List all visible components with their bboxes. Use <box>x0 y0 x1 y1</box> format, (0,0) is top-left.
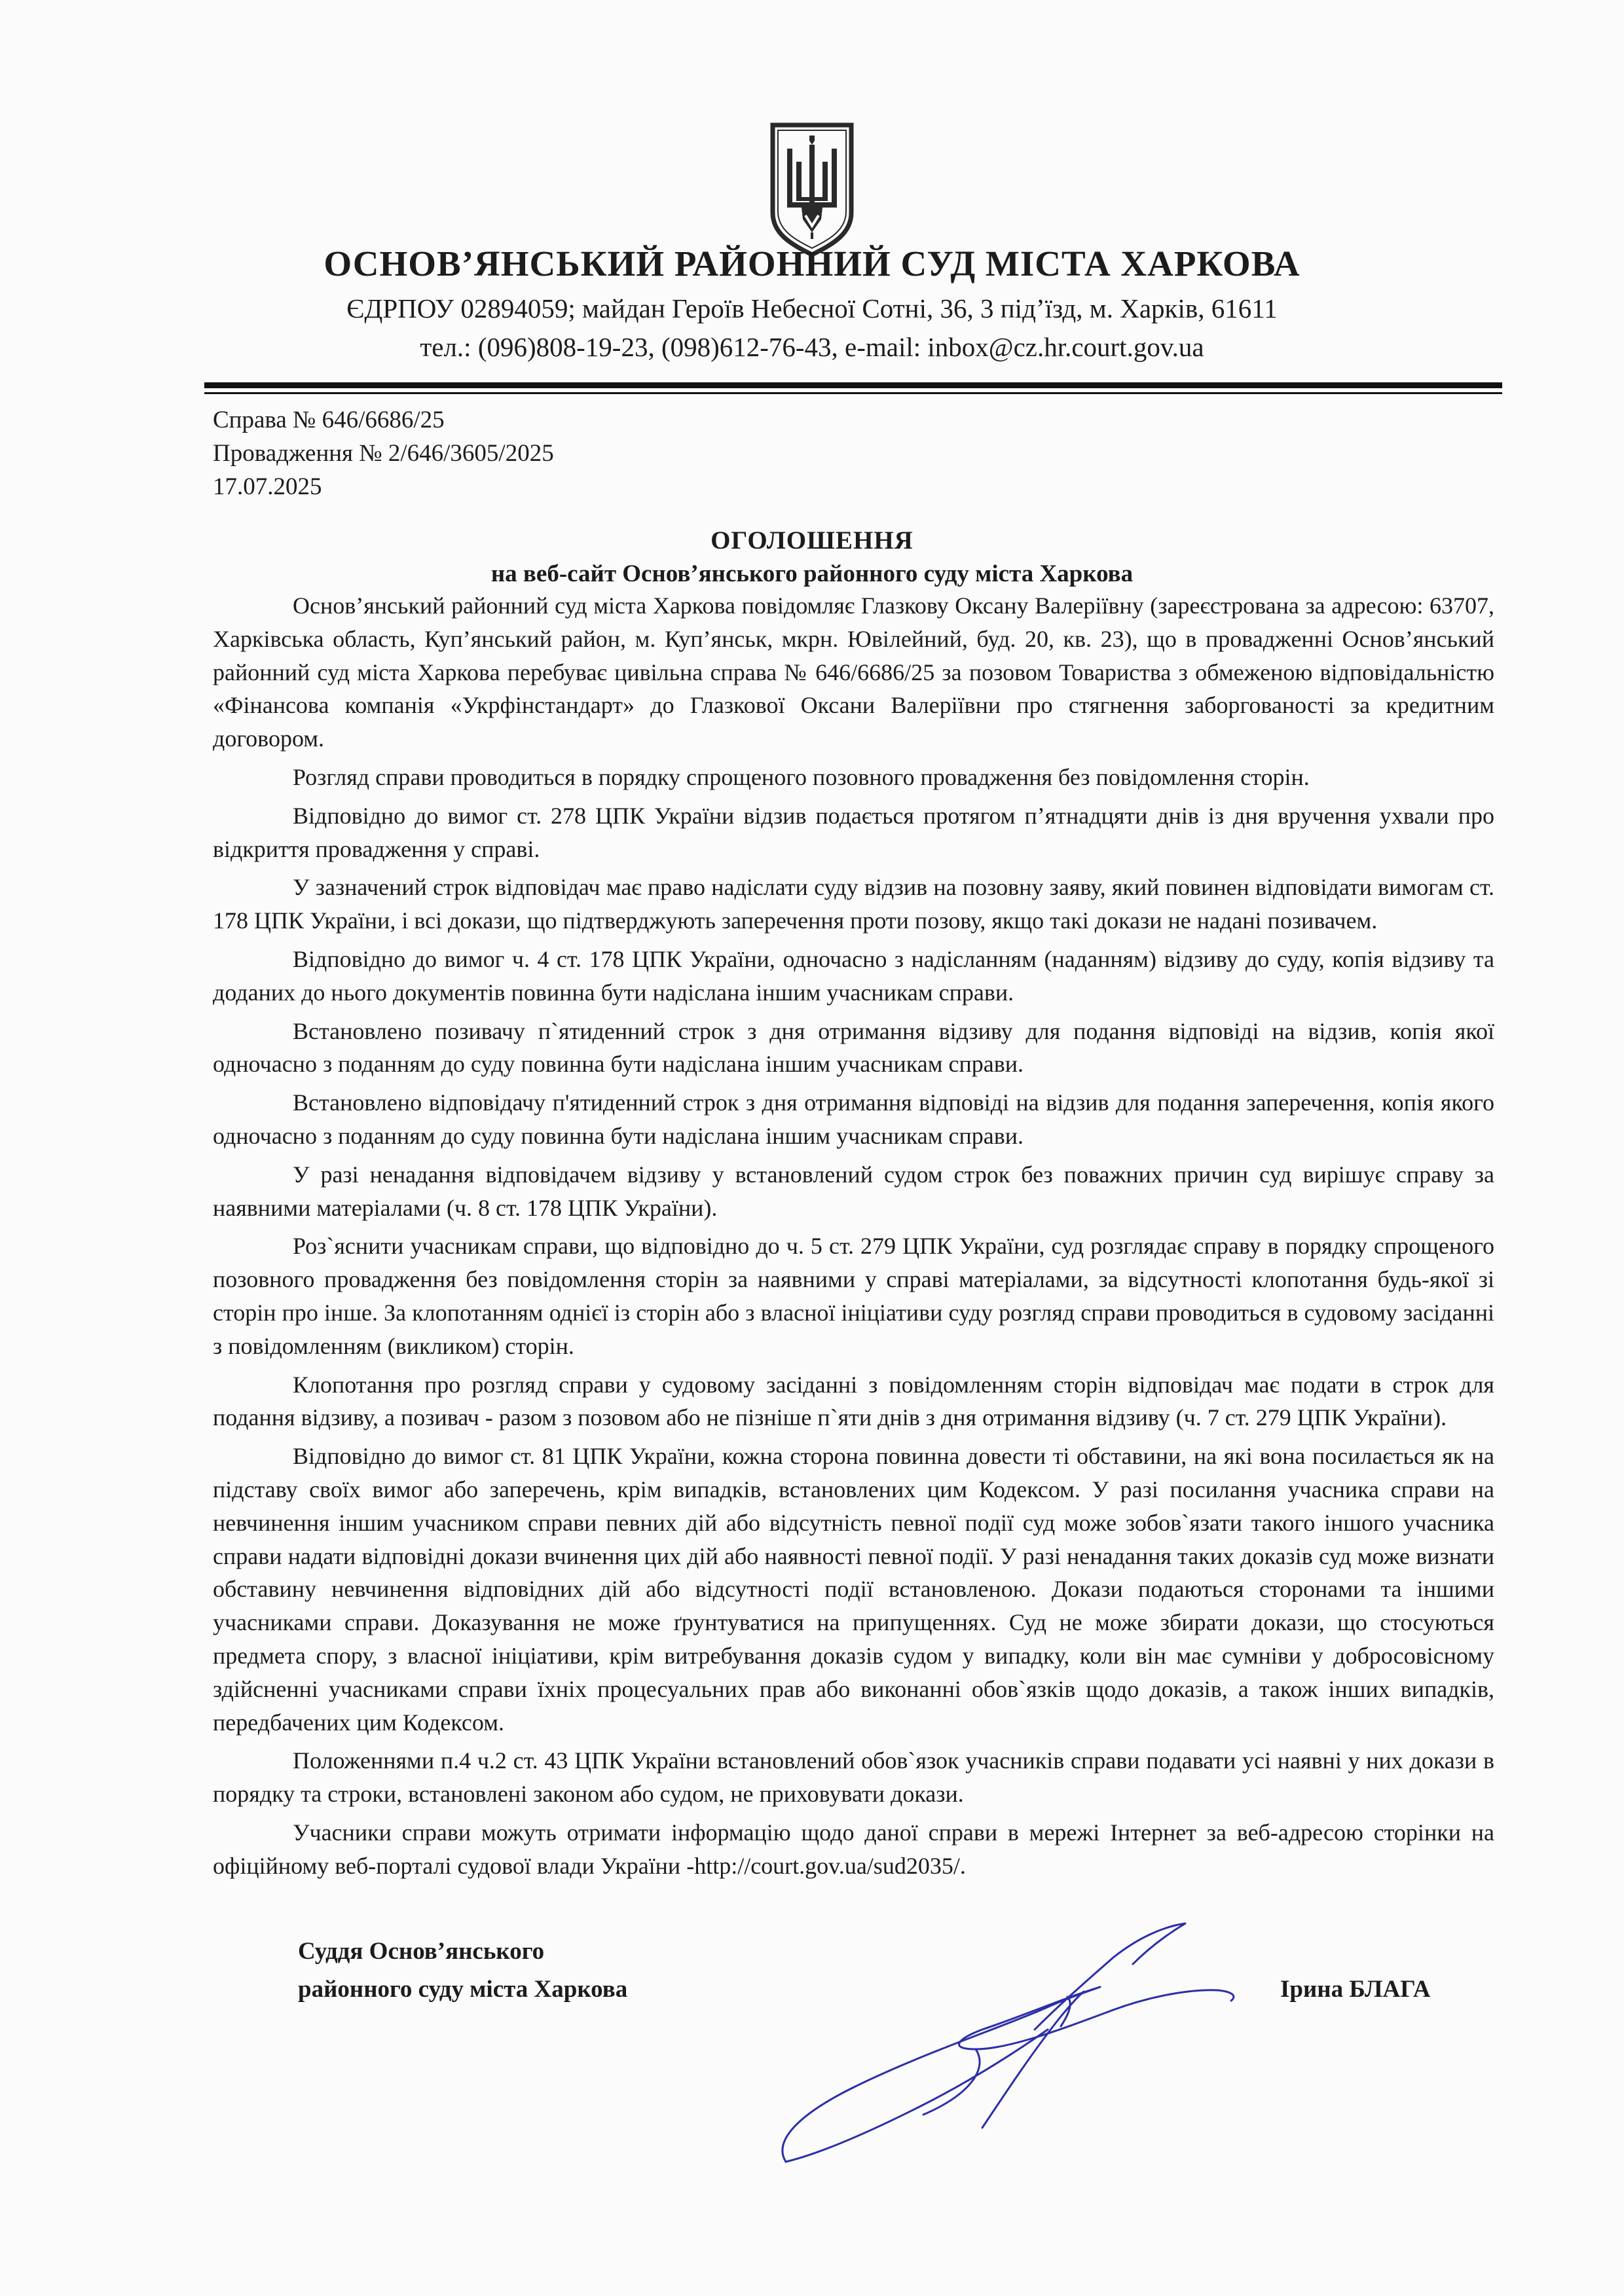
header-divider-thin <box>204 392 1502 394</box>
header-divider-thick <box>204 382 1502 388</box>
paragraph: Основ’янський районний суд міста Харкова повідомляє Глазкову Оксану Валеріївну (зареєстрована за адресою: 63707, Харківська область, Куп’янський район, м. Куп’янськ, мкрн. Ювілейний, буд. 20, кв. 23), що в провадженні Основ’янський районний суд міста Харкова перебуває цивільна справа № 646/6686/25 за позовом Товариства з обмеженою відповідальністю «Фінансова компанія «Укрфінстандарт» до Глазкової Оксани Валеріївни про стягнення заборгованості за кредитним договором. <box>213 592 1494 752</box>
paragraph: У разі ненадання відповідачем відзиву у встановлений судом строк без поважних причин суд вирішує справу за наявними матеріалами (ч. 8 ст. 178 ЦПК України). <box>213 1161 1494 1221</box>
judge-position-line1: Суддя Основ’янського <box>298 1938 545 1965</box>
announcement-body <box>213 589 1494 1887</box>
case-info <box>213 403 554 503</box>
paragraph: Відповідно до вимог ст. 278 ЦПК України відзив подається протягом п’ятнадцяти днів із дня вручення ухвали про відкриття провадження у справі. <box>213 802 1494 862</box>
court-name: ОСНОВ’ЯНСЬКИЙ РАЙОННИЙ СУД МІСТА ХАРКОВА <box>323 244 1301 283</box>
paragraph: Учасники справи можуть отримати інформацію щодо даної справи в мережі Інтернет за веб-адресою сторінки на офіційному веб-порталі судової влади України -http://court.gov.ua/sud2035/. <box>213 1819 1494 1879</box>
court-contacts: тел.: (096)808-19-23, (098)612-76-43, e-mail: inbox@cz.hr.court.gov.ua <box>420 332 1204 362</box>
paragraph: Клопотання про розгляд справи у судовому засіданні з повідомленням сторін відповідач має подати в строк для подання відзиву, а позивач - разом з позовом або не пізніше п`яти днів з дня отримання відзиву (ч. 7 ст. 279 ЦПК України). <box>213 1371 1494 1431</box>
handwritten-signature-icon <box>760 1918 1257 2174</box>
paragraph: Роз`яснити учасникам справи, що відповідно до ч. 5 ст. 279 ЦПК України, суд розглядає справу в порядку спрощеного позовного провадження без повідомлення сторін за наявними у справі матеріалами, за відсутності клопотання будь-якої зі сторін про інше. За клопотанням однієї із сторін або з власної ініціативи суду розгляд справи проводиться в судовому засіданні з повідомленням (викликом) сторін. <box>213 1233 1494 1359</box>
proceeding-number: Провадження № 2/646/3605/2025 <box>213 440 554 467</box>
case-number: Справа № 646/6686/25 <box>213 407 445 433</box>
court-address: ЄДРПОУ 02894059; майдан Героїв Небесної Сотні, 36, 3 під’їзд, м. Харків, 61611 <box>346 293 1278 323</box>
paragraph: Положеннями п.4 ч.2 ст. 43 ЦПК України встановлений обов`язок учасників справи подавати усі наявні у них докази в порядку та строки, встановлені законом або судом, не приховувати докази. <box>213 1747 1494 1808</box>
paragraph: Відповідно до вимог ст. 81 ЦПК України, кожна сторона повинна довести ті обставини, на які вона посилається як на підставу своїх вимог або заперечень, крім випадків, встановлених цим Кодексом. У разі посилання учасника справи на невчинення іншим учасником справи певних дій або відсутність певної події суд може зобов`язати такого іншого учасника справи надати відповідні докази вчинення цих дій або наявності певної події. У разі ненадання таких доказів суд може визнати обставину невчинення відповідних дій або відсутності події встановленою. Докази подаються сторонами та іншими учасниками справи. Доказування не може ґрунтуватися на припущеннях. Суд не може збирати докази, що стосуються предмета спору, з власної ініціативи, крім витребування доказів судом у випадку, коли він має сумніви у добросовісному здійсненні учасниками справи їхніх процесуальних прав або виконанні обов`язків щодо доказів, а також інших випадків, передбачених цим Кодексом. <box>213 1443 1494 1736</box>
paragraph: Встановлено позивачу п`ятиденний строк з дня отримання відзиву для подання відповіді на відзив, копія якої одночасно з поданням до суду повинна бути надіслана іншим учасникам справи. <box>213 1017 1494 1078</box>
paragraph: У зазначений строк відповідач має право надіслати суду відзив на позовну заяву, який повинен відповідати вимогам ст. 178 ЦПК України, і всі докази, що підтверджують заперечення проти позову, якщо такі докази не надані позивачем. <box>213 874 1494 934</box>
document-title: ОГОЛОШЕННЯ <box>710 526 913 555</box>
document-subtitle: на веб-сайт Основ’янського районного суду міста Харкова <box>490 560 1134 587</box>
judge-position <box>298 1933 627 2009</box>
paragraph: Встановлено відповідачу п'ятиденний строк з дня отримання відповіді на відзив для подання заперечення, копія якого одночасно з поданням до суду повинна бути надіслана іншим учасникам справи. <box>213 1089 1494 1149</box>
paragraph: Розгляд справи проводиться в порядку спрощеного позовного провадження без повідомлення сторін. <box>293 763 1310 790</box>
ukraine-trident-emblem-icon <box>767 121 857 259</box>
document-date: 17.07.2025 <box>213 473 322 500</box>
paragraph: Відповідно до вимог ч. 4 ст. 178 ЦПК України, одночасно з надісланням (наданням) відзиву до суду, копія відзиву та доданих до нього документів повинна бути надіслана іншим учасникам справи. <box>213 945 1494 1006</box>
judge-name: Ірина БЛАГА <box>1280 1976 1431 2003</box>
judge-position-line2: районного суду міста Харкова <box>298 1976 628 2003</box>
